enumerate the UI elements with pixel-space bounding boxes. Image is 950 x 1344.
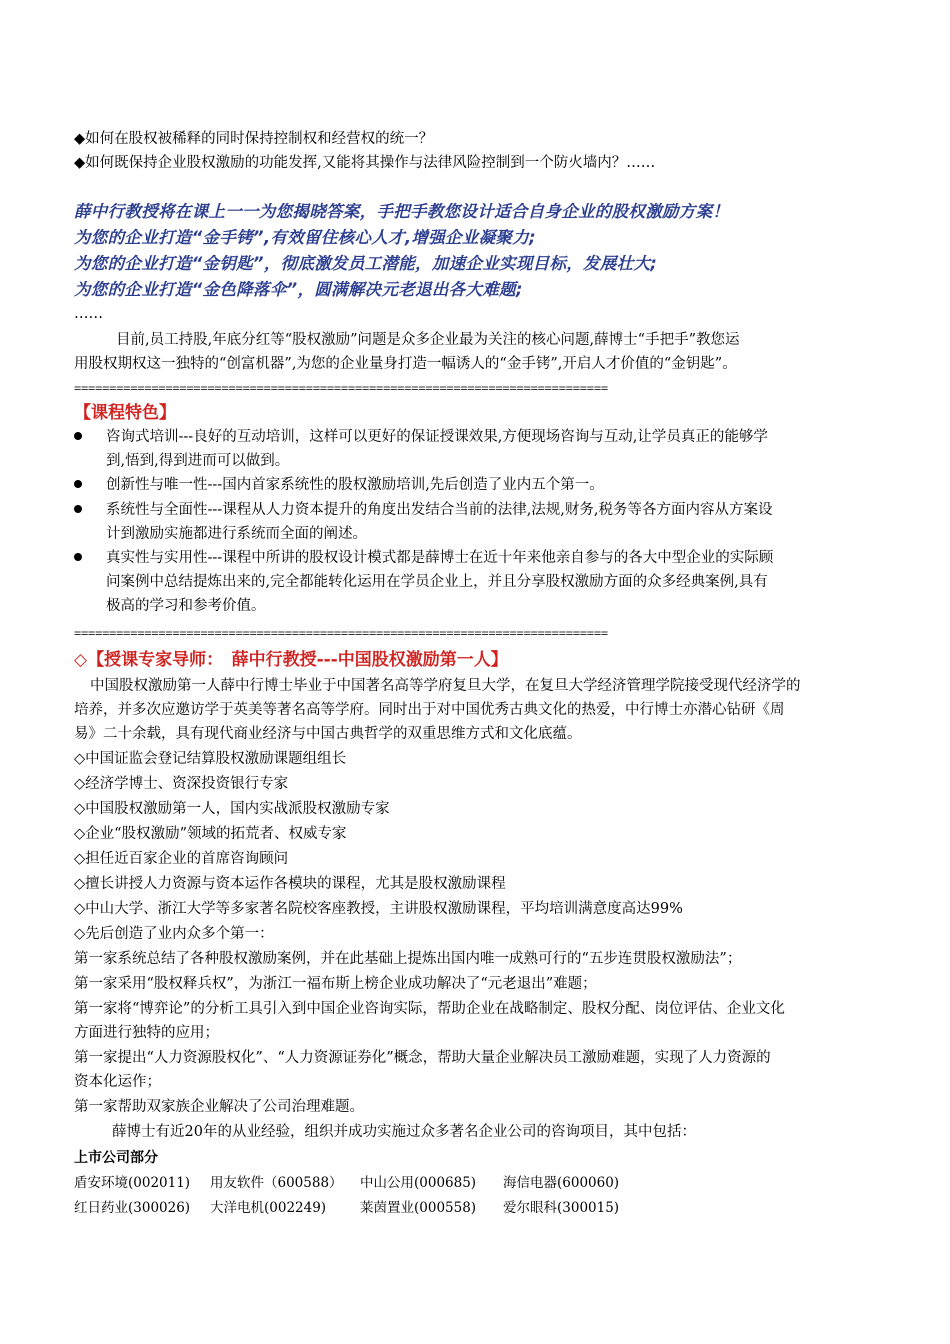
listed-company: 莱茵置业(000558)	[360, 1200, 477, 1216]
feature-1-line-2: 到,悟到,得到进而可以做到。	[106, 453, 290, 469]
promo-line-1: 薛中行教授将在课上一一为您揭晓答案，手把手教您设计适合自身企业的股权激励方案！	[74, 202, 730, 221]
question-2: ◆如何既保持企业股权激励的功能发挥,又能将其操作与法律风险控制到一个防火墙内？……	[74, 155, 656, 171]
features-heading: 【课程特色】	[74, 403, 176, 423]
teacher-intro-line-3: 易》二十余载，具有现代商业经济与中国古典哲学的双重思维方式和文化底蕴。	[74, 726, 582, 742]
intro-line-2: 用股权期权这一独特的“创富机器”,为您的企业量身打造一幅诱人的“金手铐”,开启人才价值的“金钥匙”。	[74, 356, 737, 372]
question-1: ◆如何在股权被稀释的同时保持控制权和经营权的统一？	[74, 131, 434, 147]
feature-4-line-3: 极高的学习和参考价值。	[106, 598, 266, 614]
first-4-line-2: 资本化运作；	[74, 1074, 161, 1090]
bullet-icon	[74, 553, 82, 561]
credential-8: ◇先后创造了业内众多个第一：	[74, 926, 274, 942]
feature-3-line-1: 系统性与全面性---课程从人力资本提升的角度出发结合当前的法律,法规,财务,税务等各方面内容从方案设	[106, 502, 773, 518]
experience-line: 薛博士有近20年的从业经验，组织并成功实施过众多著名企业公司的咨询项目，其中包括：	[112, 1124, 696, 1140]
separator: ============================================================================	[74, 626, 608, 640]
credential-2: ◇经济学博士、资深投资银行专家	[74, 776, 289, 792]
bullet-icon	[74, 505, 82, 513]
first-3-line-1: 第一家将“博弈论”的分析工具引入到中国企业咨询实际，帮助企业在战略制定、股权分配、岗位评估、企业文化	[74, 1001, 785, 1017]
first-1: 第一家系统总结了各种股权激励案例，并在此基础上提炼出国内唯一成熟可行的“五步连贯股权激励法”；	[74, 951, 742, 967]
feature-4-line-2: 问案例中总结提炼出来的,完全都能转化运用在学员企业上，并且分享股权激励方面的众多经典案例,具有	[106, 574, 768, 590]
promo-line-4: 为您的企业打造“金色降落伞”，圆满解决元老退出各大难题;	[74, 280, 523, 299]
first-5: 第一家帮助双家族企业解决了公司治理难题。	[74, 1099, 364, 1115]
promo-line-2: 为您的企业打造“金手铐”,有效留住核心人才,增强企业凝聚力;	[74, 228, 536, 247]
credential-3: ◇中国股权激励第一人，国内实战派股权激励专家	[74, 801, 390, 817]
teacher-intro-line-1: 中国股权激励第一人薛中行博士毕业于中国著名高等学府复旦大学，在复旦大学经济管理学院接受现代经济学的	[90, 678, 801, 694]
teacher-intro-line-2: 培养，并多次应邀访学于英美等著名高等学府。同时出于对中国优秀古典文化的热爱，中行博士亦潜心钻研《周	[74, 702, 785, 718]
listed-company: 盾安环境(002011)	[74, 1175, 191, 1191]
intro-line-1: 目前,员工持股,年底分红等“股权激励”问题是众多企业最为关注的核心问题,薛博士“手把手”教您运	[116, 332, 740, 348]
listed-company: 大洋电机(002249)	[210, 1200, 327, 1216]
teacher-heading: ◇【授课专家导师： 薛中行教授---中国股权激励第一人】	[74, 650, 508, 670]
promo-line-3: 为您的企业打造“金钥匙”，彻底激发员工潜能，加速企业实现目标，发展壮大;	[74, 254, 658, 273]
credential-1: ◇中国证监会登记结算股权激励课题组组长	[74, 751, 347, 767]
ellipsis: ……	[74, 306, 103, 322]
listed-heading: 上市公司部分	[74, 1150, 158, 1166]
first-3-line-2: 方面进行独特的应用；	[74, 1025, 219, 1041]
listed-company: 用友软件（600588）	[210, 1175, 343, 1191]
feature-1-line-1: 咨询式培训---良好的互动培训，这样可以更好的保证授课效果,方便现场咨询与互动,让学员真正的能够学	[106, 429, 768, 445]
listed-company: 爱尔眼科(300015)	[503, 1200, 620, 1216]
listed-company: 海信电器(600060)	[503, 1175, 620, 1191]
feature-2-line-1: 创新性与唯一性---国内首家系统性的股权激励培训,先后创造了业内五个第一。	[106, 477, 604, 493]
credential-7: ◇中山大学、浙江大学等多家著名院校客座教授，主讲股权激励课程，平均培训满意度高达99%	[74, 901, 683, 917]
listed-company: 中山公用(000685)	[360, 1175, 477, 1191]
bullet-icon	[74, 480, 82, 488]
first-2: 第一家采用“股权释兵权”，为浙江一福布斯上榜企业成功解决了“元老退出”难题；	[74, 976, 597, 992]
feature-4-line-1: 真实性与实用性---课程中所讲的股权设计模式都是薛博士在近十年来他亲自参与的各大中型企业的实际顾	[106, 550, 774, 566]
feature-3-line-2: 计到激励实施都进行系统而全面的阐述。	[106, 526, 367, 542]
credential-5: ◇担任近百家企业的首席咨询顾问	[74, 851, 289, 867]
credential-6: ◇擅长讲授人力资源与资本运作各模块的课程，尤其是股权激励课程	[74, 876, 506, 892]
separator: ============================================================================	[74, 381, 608, 395]
credential-4: ◇企业“股权激励”领域的拓荒者、权威专家	[74, 826, 347, 842]
bullet-icon	[74, 432, 82, 440]
first-4-line-1: 第一家提出“人力资源股权化”、“人力资源证券化”概念，帮助大量企业解决员工激励难题，实现了人力资源的	[74, 1050, 771, 1066]
listed-company: 红日药业(300026)	[74, 1200, 191, 1216]
